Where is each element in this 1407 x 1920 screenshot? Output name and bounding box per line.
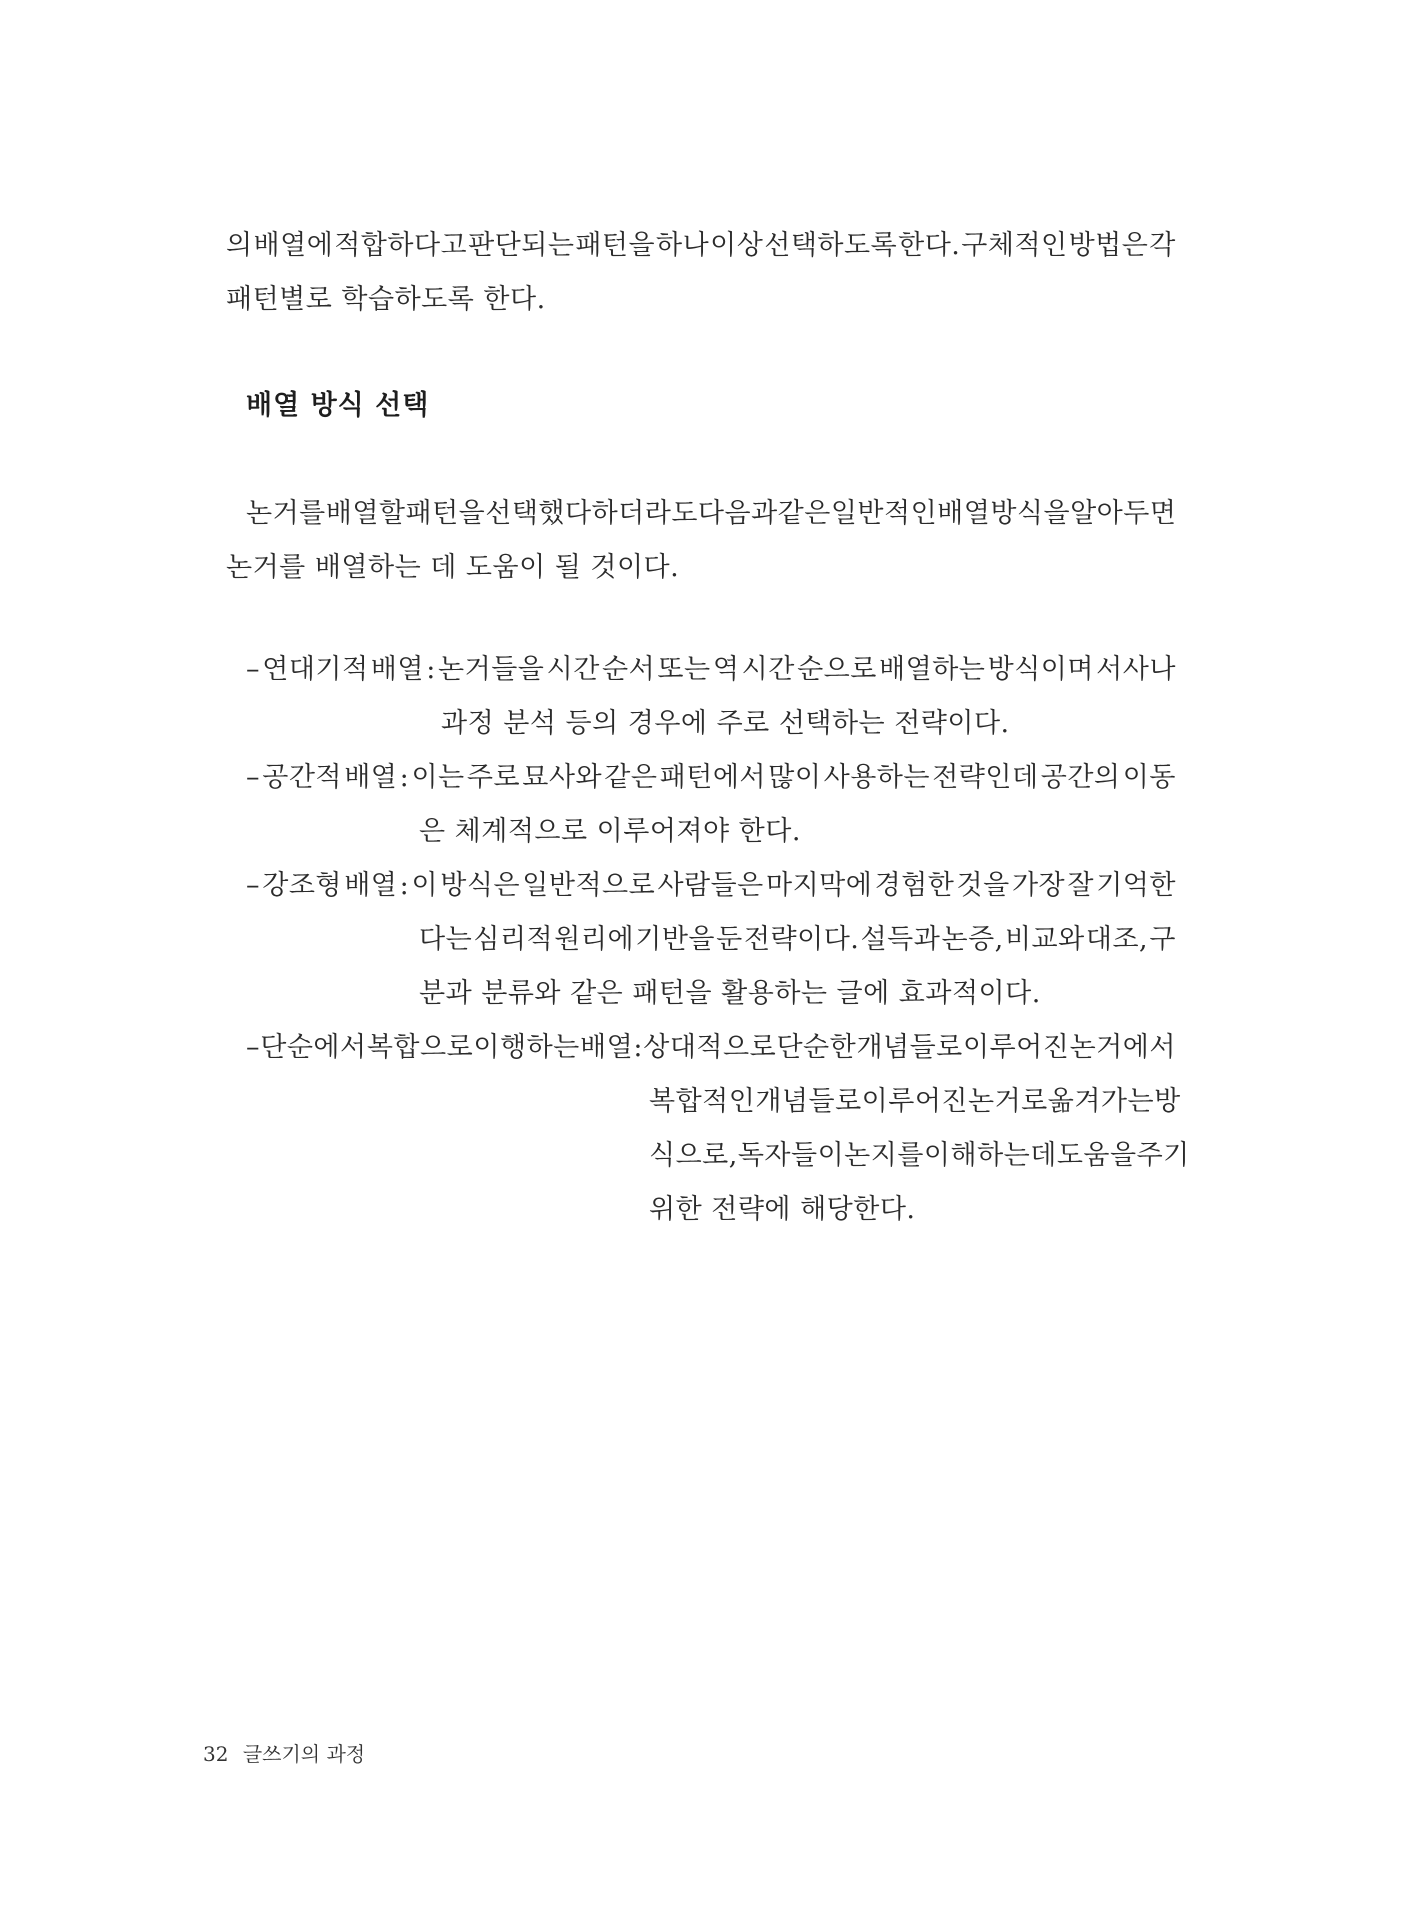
word: 이동: [1122, 762, 1176, 793]
word: 논거들을: [438, 654, 545, 685]
word: 방식은: [440, 870, 521, 901]
word: 다는: [419, 924, 473, 955]
word: 의: [226, 230, 253, 261]
word: 순으로: [797, 654, 877, 685]
word: 한다.: [898, 230, 961, 261]
section-heading: 배열 방식 선택: [246, 390, 430, 421]
word: 전략인데: [932, 762, 1039, 793]
word: 배열: [344, 762, 398, 793]
word: 논지를: [844, 1140, 924, 1171]
word: 이행하는: [473, 1032, 580, 1063]
list-item-spatial-line-2: 은 체계적으로 이루어져야 한다.: [419, 816, 801, 847]
word: 공간의: [1040, 762, 1121, 793]
word: 순서: [602, 654, 656, 685]
word: 개념들로: [755, 1086, 862, 1117]
word: 배열: [344, 870, 398, 901]
running-title: 글쓰기의 과정: [242, 1742, 366, 1766]
word: 판단되는: [468, 230, 575, 261]
word: 도움을: [1056, 1140, 1137, 1171]
word: 각: [1149, 230, 1176, 261]
word: 데: [1030, 1140, 1057, 1171]
word: 방법은: [1068, 230, 1149, 261]
word: 방: [1154, 1086, 1181, 1117]
list-item-spatial-line-1: [246, 760, 1176, 796]
word: 옮겨: [1047, 1086, 1101, 1117]
list-item-simple-to-complex-line-2: [649, 1084, 1181, 1120]
word: :: [633, 1032, 644, 1063]
list-item-simple-to-complex-line-3: [649, 1138, 1190, 1174]
section-paragraph-line-2: 논거를 배열하는 데 도움이 될 것이다.: [226, 552, 680, 583]
word: –: [246, 870, 260, 901]
word: 논거에서: [1069, 1032, 1176, 1063]
word: 시간: [741, 654, 795, 685]
word: 역: [712, 654, 740, 685]
word: 강조형: [262, 870, 342, 901]
word: 둔: [716, 924, 743, 955]
word: 배열하는: [879, 654, 986, 685]
word: 원리에: [554, 924, 635, 955]
word: 패턴에서: [659, 762, 766, 793]
word: 이해하는: [923, 1140, 1031, 1171]
word: 이루어진: [861, 1086, 968, 1117]
word: :: [399, 762, 410, 793]
word: 배열할: [325, 498, 406, 529]
intro-line-2: 패턴별로 학습하도록 한다.: [226, 284, 546, 315]
word: 이상: [710, 230, 764, 261]
word: 방식을: [990, 498, 1071, 529]
word: 연대기적: [262, 654, 369, 685]
word: 같은: [604, 762, 658, 793]
word: 대조,: [1085, 924, 1149, 955]
word: 하나: [656, 230, 710, 261]
word: 배열에: [253, 230, 334, 261]
word: –: [246, 1032, 260, 1063]
word: 이는: [411, 762, 465, 793]
word: 독자들이: [737, 1140, 845, 1171]
word: 것을: [956, 870, 1010, 901]
word: 사람들은: [657, 870, 764, 901]
word: 이: [411, 870, 439, 901]
word: 가장: [1011, 870, 1066, 901]
word: 복합으로: [366, 1032, 474, 1063]
word: 기반을: [635, 924, 715, 955]
list-item-chronological-line-2: 과정 분석 등의 경우에 주로 선택하는 전략이다.: [441, 708, 1010, 739]
word: 많이: [768, 762, 822, 793]
list-item-simple-to-complex-line-4: 위한 전략에 해당한다.: [649, 1194, 916, 1225]
word: :: [399, 870, 410, 901]
word: 단순에서: [260, 1032, 367, 1063]
word: 하더라도: [591, 498, 698, 529]
word: 선택했다: [485, 498, 592, 529]
word: 구: [1149, 924, 1176, 955]
list-item-emphasis-line-2: [419, 922, 1176, 958]
word: –: [246, 654, 260, 685]
list-item-simple-to-complex-line-1: [246, 1030, 1176, 1066]
word: 또는: [657, 654, 711, 685]
page-footer: [203, 1740, 365, 1768]
word: 패턴을: [405, 498, 486, 529]
word: 마지막에: [766, 870, 873, 901]
word: 설득과: [860, 924, 941, 955]
word: 단순한: [776, 1032, 857, 1063]
word: 일반적으로: [522, 870, 656, 901]
page-number: 32: [203, 1742, 229, 1766]
word: 배열: [579, 1032, 634, 1063]
word: 방식이며: [987, 654, 1094, 685]
word: 복합적인: [649, 1086, 756, 1117]
word: 사용하는: [823, 762, 930, 793]
word: 기억한: [1096, 870, 1176, 901]
word: 일반적인: [830, 498, 938, 529]
word: 심리적: [473, 924, 554, 955]
word: 전략이다.: [743, 924, 860, 955]
word: 묘사와: [522, 762, 603, 793]
word: 선택하도록: [764, 230, 898, 261]
list-item-chronological-line-1: [246, 652, 1176, 688]
word: 주로: [466, 762, 521, 793]
word: 공간적: [262, 762, 342, 793]
word: 이루어진: [963, 1032, 1070, 1063]
word: 적합하다고: [334, 230, 468, 261]
word: 경험한: [874, 870, 955, 901]
word: :: [426, 654, 436, 685]
word: 두면: [1123, 498, 1177, 529]
word: 상대적으로: [643, 1032, 777, 1063]
word: 패턴을: [575, 230, 656, 261]
word: 가는: [1100, 1086, 1155, 1117]
list-item-emphasis-line-1: [246, 868, 1176, 904]
word: 잘: [1067, 870, 1094, 901]
word: 논증,: [941, 924, 1004, 955]
intro-line-1: [226, 228, 1176, 264]
word: 식으로,: [649, 1140, 738, 1171]
word: 다음과: [697, 498, 778, 529]
list-item-emphasis-line-3: 분과 분류와 같은 패턴을 활용하는 글에 효과적이다.: [419, 978, 1041, 1009]
word: 구체적인: [961, 230, 1068, 261]
word: 주기: [1136, 1140, 1190, 1171]
word: 논거를: [246, 498, 326, 529]
word: 개념들로: [856, 1032, 963, 1063]
word: 알아: [1070, 498, 1124, 529]
word: 배열: [937, 498, 991, 529]
word: 시간: [546, 654, 600, 685]
word: 서사나: [1096, 654, 1176, 685]
word: 같은: [777, 498, 831, 529]
word: 배열: [370, 654, 424, 685]
word: 비교와: [1004, 924, 1085, 955]
section-paragraph-line-1: [246, 496, 1176, 532]
word: 논거로: [967, 1086, 1048, 1117]
word: –: [246, 762, 260, 793]
